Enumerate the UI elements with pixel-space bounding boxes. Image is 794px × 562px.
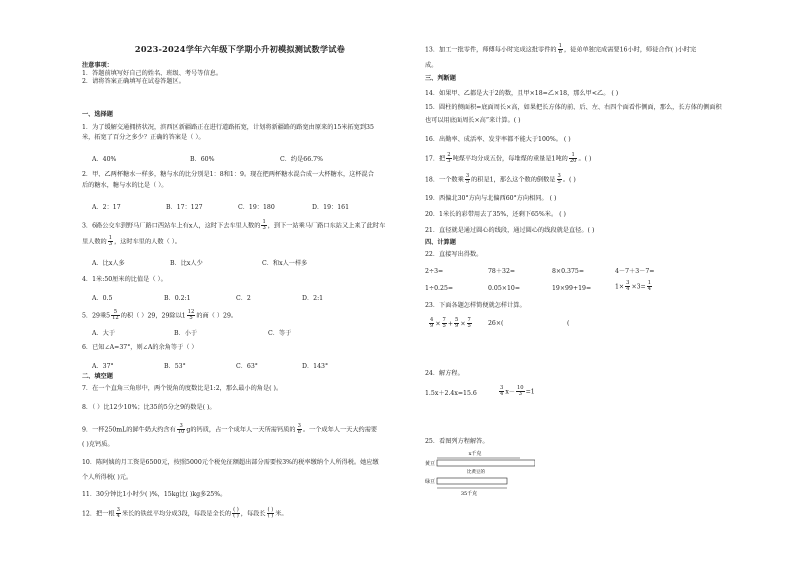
q6-option-c[interactable]: C．63° <box>236 363 258 370</box>
q23-e1-frac-4: $\frac{7}{5}$ <box>467 317 471 330</box>
section-calc: 四、计算题 <box>425 239 456 246</box>
q15-line1: 15．圆柱的侧面积=底面周长×高，如果把长方体的前、后、左、右四个面看作侧面，那么，长方体的侧面积 <box>425 104 722 111</box>
q9-line1 <box>82 424 377 436</box>
q9-text-b: g的钙质，占一个成年人一天所需钙质的 <box>186 426 296 434</box>
q3-fraction-1: $\frac{1}{3}$ <box>262 219 266 232</box>
q2-line1: 2．甲、乙两杯糖水一样多，糖与水的比分别是1：8和1：9。现在把两杯糖水混合成一大杯糖水，这杯混合 <box>82 171 374 178</box>
q22-item-8 <box>615 281 653 293</box>
q11-line1: 11．30分钟比1小时少( )%，15kg比( )kg多25%。 <box>82 491 227 498</box>
q3-option-a[interactable]: A．比x人多 <box>92 260 125 267</box>
q24-eq2-result: =1 <box>525 388 535 396</box>
q2-line2: 后的糖水，糖与水的比是（ ）。 <box>82 182 168 189</box>
q23-e1-frac-1: $\frac{4}{9}$ <box>430 317 434 330</box>
q23-e1-frac-2: $\frac{7}{5}$ <box>442 317 446 330</box>
q10-line1: 10．陈阿姨的月工资是6500元，按照5000元个税免征额超出部分需要按3%的税率缴纳个人所得税。她应缴 <box>82 459 379 466</box>
q12-fraction-1: $\frac{3}{4}$ <box>116 507 120 520</box>
q12-fraction-3: $\frac{( )}{( )}$ <box>267 507 274 520</box>
q22-item-8-text: 1× <box>615 283 625 291</box>
section-judge: 三、判断题 <box>425 75 456 82</box>
q23-e1-op-1: × <box>435 320 441 328</box>
q9-text-c: 。一个成年人一天大约需要 <box>302 426 378 434</box>
q17-text-b: 吨煤平均分成五份，每堆煤的重量是1吨的 <box>452 155 568 163</box>
fig-label-x: x千克 <box>468 451 482 457</box>
q22-line1: 22．直接写出得数。 <box>425 251 483 258</box>
q18-line1 <box>425 174 576 186</box>
q3-text-a: 3．6路公交车到野马厂路口西站车上有x人，这时下去车里人数的 <box>82 222 261 230</box>
q3-option-b[interactable]: B．比x人少 <box>170 260 203 267</box>
q17-fraction-1: $\frac{2}{3}$ <box>447 152 451 165</box>
fig-row-2-label: 绿豆 <box>425 479 436 485</box>
q3-line1 <box>82 220 385 232</box>
q18-text-a: 18．一个数乘 <box>425 176 464 184</box>
q23-e2-text: 26×( <box>488 320 504 327</box>
q6-option-b[interactable]: B．53° <box>164 363 186 370</box>
note-2: 2．请将答案正确填写在试卷答题区。 <box>82 78 185 85</box>
fig-label-35kg: 35千克 <box>460 491 478 497</box>
q22-item-2: 78＋32= <box>488 268 516 275</box>
q1-option-b[interactable]: B．60% <box>190 156 215 163</box>
q12-text-b: 米长的铁丝平均分成3段，每段是全长的 <box>121 510 232 518</box>
q13-fraction-1: $\frac{1}{8}$ <box>558 43 562 56</box>
q15-line2: 也可以用底面周长×高”来计算。( ) <box>425 117 521 124</box>
q24-eq-1: 1.5x＋2.4x=15.6 <box>425 390 477 397</box>
q13-text-b: ，徒弟单独完成需要16小时，师徒合作( )小时完 <box>563 46 697 54</box>
q24-eq2-x: x－ <box>505 388 515 396</box>
q4-option-c[interactable]: C．2 <box>236 295 251 302</box>
fig-row-1-label: 黄豆 <box>425 461 436 467</box>
q23-expr-3 <box>567 320 569 328</box>
q2-option-d[interactable]: D．19：161 <box>312 204 350 211</box>
q5-option-a[interactable]: A．大于 <box>92 330 116 337</box>
q12-text-c: ，每段长 <box>240 510 266 518</box>
fig-label-ratio: 比黄豆的 <box>467 470 485 475</box>
q6-option-a[interactable]: A．37° <box>92 363 114 370</box>
q17-text-a: 17．把 <box>425 155 446 163</box>
q24-eq2-frac-1: $\frac{3}{4}$ <box>500 385 504 398</box>
q23-expr-1 <box>428 318 473 330</box>
q9-fraction-1: $\frac{3}{10}$ <box>177 423 185 436</box>
q2-option-c[interactable]: C．19：180 <box>238 204 275 211</box>
q23-e1-op-2: + <box>447 320 453 328</box>
fig-bar-1 <box>437 460 535 466</box>
q5-option-c[interactable]: C．等于 <box>268 330 292 337</box>
q3-line2 <box>82 236 181 248</box>
q1-line1: 1．为了缓解交通拥挤状况，滨西区新疆路正在进行道路拓宽，计划将新疆路的路宽由原来的15米拓宽到35 <box>82 124 374 131</box>
q3-fraction-2: $\frac{1}{3}$ <box>108 235 113 248</box>
q5-fraction-1: $\frac{5}{12}$ <box>112 309 119 322</box>
note-1: 1．答题前填写好自己的姓名、班级、考号等信息。 <box>82 70 223 77</box>
q3-text-b: ，到下一站乘马厂路口东站又上来了此时车 <box>267 222 386 230</box>
q17-line1 <box>425 153 591 165</box>
q3-text-c: 里人数的 <box>82 238 107 246</box>
q3-text-d: ，这时车里的人数（ ）。 <box>114 238 181 246</box>
q22-item-3: 8×0.375= <box>552 268 585 275</box>
q4-option-d[interactable]: D．2:1 <box>302 295 324 302</box>
q8-line1: 8．（ ）比12少10%；比35的5分之9的数是( )。 <box>82 404 216 411</box>
q5-text-b: 的积（ ）29，29除以1 <box>120 312 186 320</box>
q22-item-8-tail: ×3= <box>631 283 646 291</box>
q18-text-c: 。( ) <box>562 176 576 184</box>
q5-fraction-2: $\frac{12}{5}$ <box>187 309 195 322</box>
notes-title: 注意事项： <box>82 62 113 69</box>
q4-option-a[interactable]: A．0.5 <box>92 295 113 302</box>
q2-option-b[interactable]: B．17：127 <box>166 204 203 211</box>
q25-bar-diagram <box>425 448 535 508</box>
q5-text-c: 的商（ ）29。 <box>196 312 238 320</box>
q22-item-6: 0.05×10= <box>488 285 521 292</box>
q23-e3-text: ( <box>567 320 570 327</box>
q12-line1 <box>82 508 288 520</box>
q13-line1 <box>425 44 696 56</box>
q17-text-c: 。( ) <box>578 155 592 163</box>
q20-line1: 20．1米长的彩带用去了35%，还剩下65%米。 ( ) <box>425 211 566 218</box>
q23-expr-2 <box>488 320 503 328</box>
q18-fraction-1: $\frac{3}{5}$ <box>465 173 470 186</box>
q24-line1: 24．解方程。 <box>425 370 464 377</box>
q24-eq2-frac-2: $\frac{10}{3}$ <box>517 385 524 398</box>
q12-fraction-2: $\frac{( )}{( )}$ <box>233 507 239 520</box>
q6-line1: 6．已知∠A=37°，则∠A的余角等于（ ） <box>82 344 198 351</box>
q23-e1-frac-3: $\frac{5}{9}$ <box>455 317 459 330</box>
q12-text-a: 12．把一根 <box>82 510 115 518</box>
q13-text-a: 13．加工一批零件，师傅每小时完成这批零件的 <box>425 46 557 54</box>
q6-option-d[interactable]: D．143° <box>302 363 329 370</box>
q21-line1: 21．直径就是通过圆心的线段，通过圆心的线段就是直径。( ) <box>425 227 595 234</box>
q12-text-d: 米。 <box>275 510 288 518</box>
q9-fraction-2: $\frac{3}{8}$ <box>297 423 301 436</box>
q19-line1: 19．西偏北30°方向与北偏西60°方向相同。 ( ) <box>425 195 557 202</box>
q18-fraction-2: $\frac{3}{5}$ <box>557 173 561 186</box>
q25-line1: 25．看图列方程解答。 <box>425 438 489 445</box>
q22-item-1: 2÷3= <box>425 268 444 275</box>
fig-bar-2 <box>437 478 507 484</box>
q22-item-5: 1÷0.25= <box>425 285 454 292</box>
q9-text-a: 9．一杯250mL的鲜牛奶大约含有 <box>82 426 176 434</box>
section-choice: 一、选择题 <box>82 111 113 118</box>
q5-text-a: 5．29乘5 <box>82 312 111 320</box>
q22-item-8-frac-2: $\frac{1}{4}$ <box>647 280 652 293</box>
q5-option-b[interactable]: B．小于 <box>174 330 198 337</box>
q24-eq-2 <box>498 386 535 398</box>
q22-item-7: 19×99+19= <box>552 285 592 292</box>
q22-item-8-frac-1: $\frac{3}{4}$ <box>626 280 630 293</box>
q7-line1: 7．在一个直角三角形中，两个锐角的度数比是1:2，那么最小的角是( )。 <box>82 385 283 392</box>
q4-option-b[interactable]: B．0.2:1 <box>164 295 191 302</box>
q23-e1-op-3: × <box>460 320 466 328</box>
q18-text-b: 的积是1，那么这个数的倒数是 <box>471 176 556 184</box>
q22-item-4: 4－7＋3－7= <box>615 268 655 275</box>
q4-line1: 4．1米:50厘米的比值是（ ）。 <box>82 276 167 283</box>
q17-fraction-2: $\frac{1}{20}$ <box>569 152 577 165</box>
q23-line1: 23．下面各题怎样简便就怎样计算。 <box>425 302 526 309</box>
q14-line1: 14．如果甲、乙都是大于2的数，且甲×18=乙×18，那么甲<乙。 ( ) <box>425 90 619 97</box>
q1-option-a[interactable]: A．40% <box>92 156 117 163</box>
q5-line1 <box>82 310 237 322</box>
section-fill: 二、填空题 <box>82 373 113 380</box>
q10-line2: 个人所得税( )元。 <box>82 474 133 481</box>
q1-line2: 米，拓宽了百分之多少？正确的答案是（ ）。 <box>82 134 205 141</box>
q2-option-a[interactable]: A．2：17 <box>92 204 121 211</box>
q9-line2: ( )克钙质。 <box>82 441 114 448</box>
q13-line2: 成。 <box>425 62 438 69</box>
exam-title: 2023-2024学年六年级下学期小升初模拟测试数学试卷 <box>134 44 346 54</box>
q16-line1: 16．出勤率、成活率、发芽率都不能大于100%。 ( ) <box>425 136 571 143</box>
q3-option-c[interactable]: C．和x人一样多 <box>262 260 308 267</box>
q1-option-c[interactable]: C．约是66.7% <box>280 156 323 163</box>
